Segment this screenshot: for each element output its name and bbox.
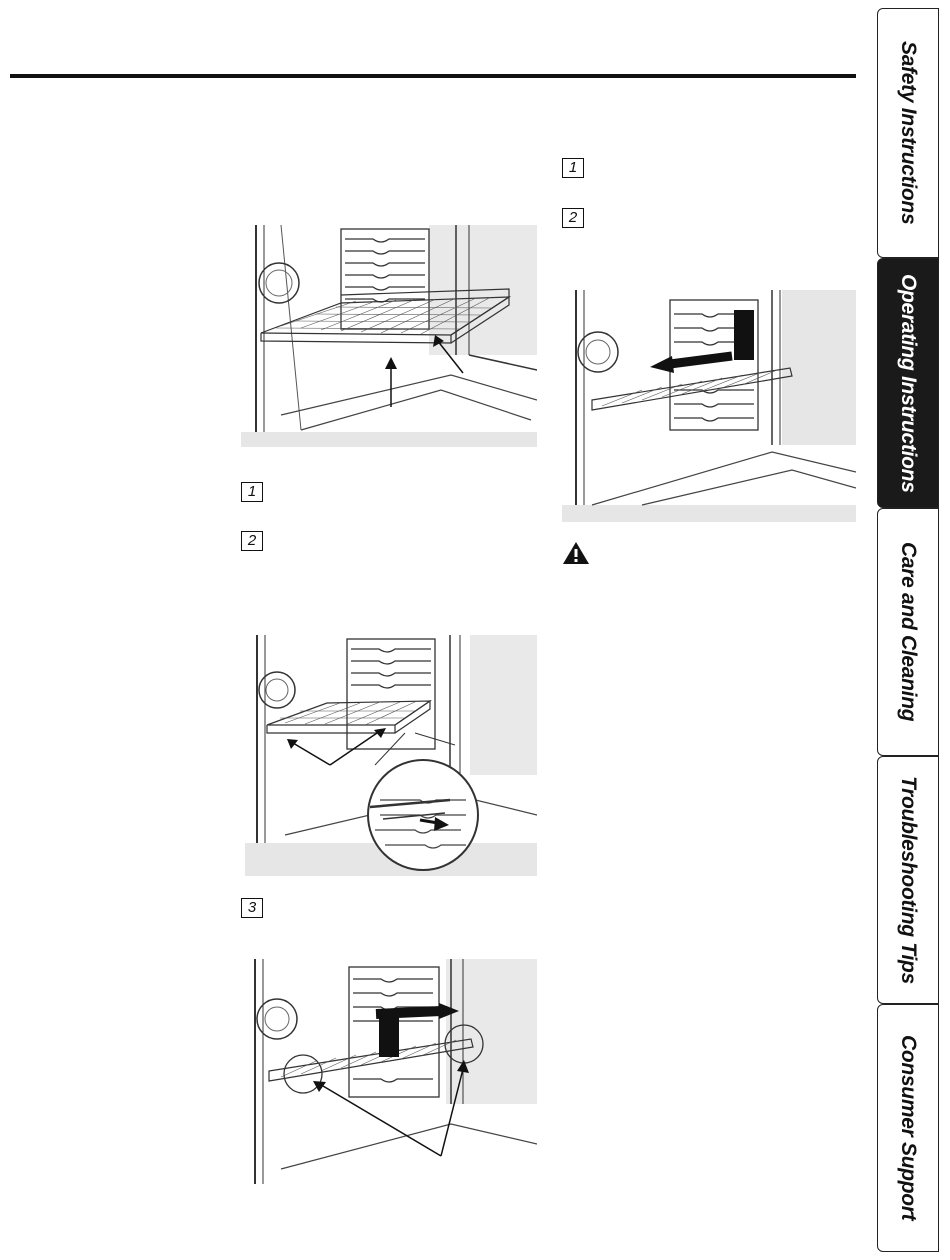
warning-triangle-icon <box>562 541 590 565</box>
step-number-2-right: 2 <box>562 208 584 228</box>
figure-rack-tilt <box>562 290 856 522</box>
oven-rack-illustration-1 <box>241 225 537 447</box>
step-number-1-right: 1 <box>562 158 584 178</box>
figure-rack-release <box>245 635 537 876</box>
tab-label: Consumer Support <box>897 1035 920 1221</box>
tab-label: Safety Instructions <box>897 41 920 225</box>
step-number-3: 3 <box>241 898 263 918</box>
section-tabs <box>877 8 939 1252</box>
tab-troubleshooting-tips[interactable] <box>877 756 939 1004</box>
tab-consumer-support[interactable] <box>877 1004 939 1252</box>
figure-extension-rack <box>241 225 537 447</box>
tab-safety-instructions[interactable] <box>877 8 939 258</box>
tab-label: Troubleshooting Tips <box>897 776 920 984</box>
oven-rack-illustration-2 <box>245 635 537 876</box>
tab-label: Operating Instructions <box>897 273 920 493</box>
tab-care-and-cleaning[interactable] <box>877 508 939 756</box>
header-rule <box>10 74 856 78</box>
step-number-2: 2 <box>241 531 263 551</box>
tab-operating-instructions[interactable] <box>877 258 939 508</box>
figure-rack-removal <box>241 959 537 1184</box>
tab-label: Care and Cleaning <box>897 542 920 722</box>
step-number-1: 1 <box>241 482 263 502</box>
oven-rack-illustration-4 <box>562 290 856 522</box>
oven-rack-illustration-3 <box>241 959 537 1184</box>
